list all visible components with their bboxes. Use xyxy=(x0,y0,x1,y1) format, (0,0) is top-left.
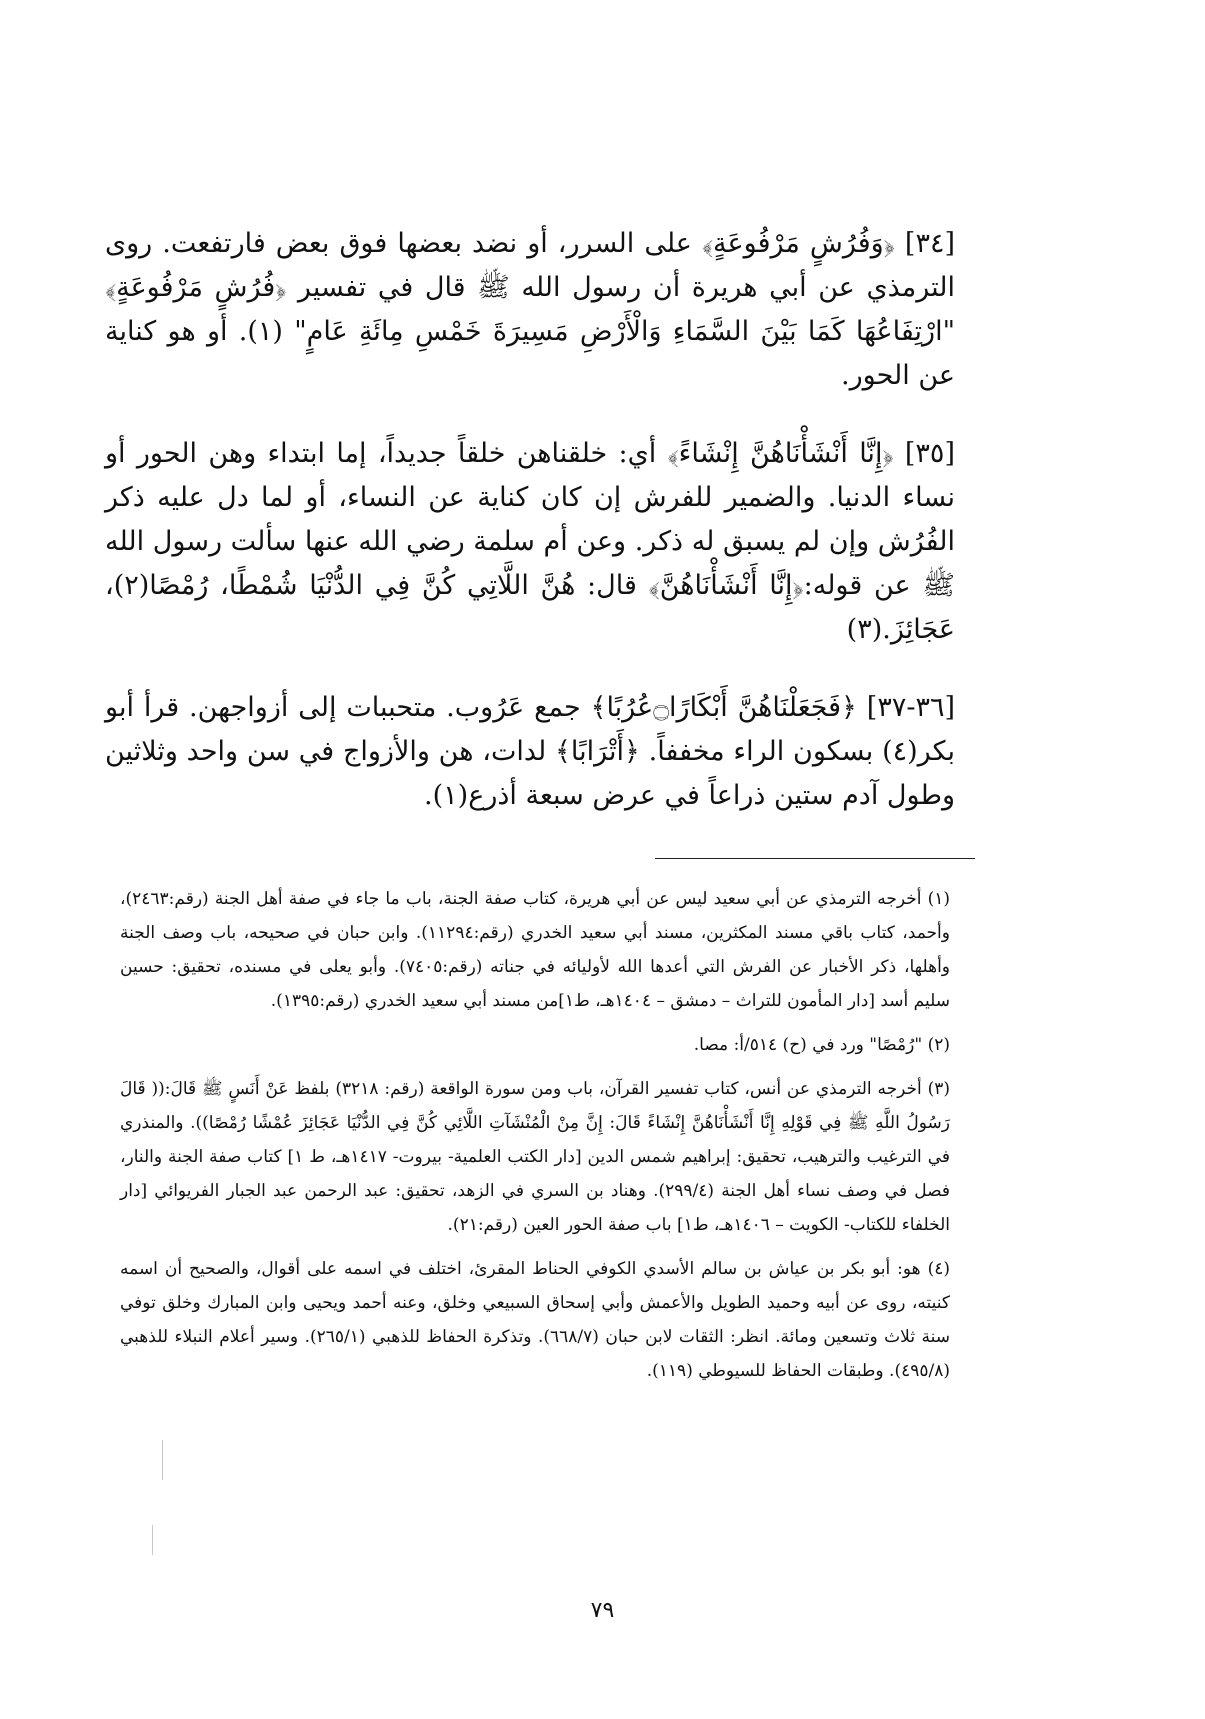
verse-text: ﴿إِنَّا أَنْشَأْنَاهُنَّ إِنْشَاءً﴾ أي: خلقناهن خلقاً جديداً، إما ابتداء وهن الحور أو نساء الدنيا. والضمير للفرش إن كان كناية عن النساء، أو لما دل عليه ذكر الفُرُش وإن لم يسبق له ذكر. وعن أم سلمة رضي الله عنها سألت رسول الله ﷺ عن قوله:﴿إِنَّا أَنْشَأْنَاهُنَّ﴾ قال: هُنَّ اللَّاتِي كُنَّ فِي الدُّنْيَا شُمْطًا، رُمْصًا(٢)، عَجَائِزَ.(٣) xyxy=(105,438,955,645)
page-number: ٧٩ xyxy=(590,1598,615,1623)
footnote-2: (٢) "رُمْصًا" ورد في (ح) ٥١٤/أ: مصا. xyxy=(693,1035,950,1055)
verse-number: [٣٦-٣٧] xyxy=(866,692,956,723)
verse-34 xyxy=(105,222,955,398)
verse-text: ﴿فَجَعَلْنَاهُنَّ أَبْكَارًا۝عُرُبًا﴾ جمع عَرُوب. متحببات إلى أزواجهن. قرأ أبو بكر(٤) بسكون الراء مخففاً. ﴿أَتْرَابًا﴾ لدات، هن والأزواج في سن واحد وثلاثين وطول آدم ستين ذراعاً في عرض سبعة أذرع(١). xyxy=(105,692,955,811)
verse-36-37 xyxy=(105,686,955,818)
footnotes xyxy=(120,882,950,1398)
scan-mark xyxy=(162,1440,163,1480)
verse-number: [٣٤] xyxy=(904,228,955,259)
footnote-1: (١) أخرجه الترمذي عن أبي سعيد ليس عن أبي هريرة، كتاب صفة الجنة، باب ما جاء في صفة أهل الجنة (رقم:٢٤٦٣)، وأحمد، كتاب باقي مسند المكثرين، مسند أبي سعيد الخدري (رقم:١١٢٩٤). وابن حبان في صحيحه، باب وصف الجنة وأهلها، ذكر الأخبار عن الفرش التي أعدها الله لأوليائه في جناته (رقم:٧٤٠٥). وأبو يعلى في مسنده، تحقيق: حسين سليم أسد [دار المأمون للتراث – دمشق – ١٤٠٤هـ، ط١]من مسند أبي سعيد الخدري (رقم:١٣٩٥). xyxy=(120,889,950,1011)
verse-number: [٣٥] xyxy=(904,438,955,469)
footnote-separator xyxy=(655,858,975,859)
scan-mark xyxy=(152,1525,153,1555)
footnote-3: (٣) أخرجه الترمذي عن أنس، كتاب تفسير القرآن، باب ومن سورة الواقعة (رقم: ٣٢١٨) بلفظ عَنْ أَنَسٍ ﷺ قَالَ:(( قَالَ رَسُولُ اللَّهِ ﷺ فِي قَوْلِهِ إِنَّا أَنْشَأْنَاهُنَّ إِنْشَاءً قَالَ: إِنَّ مِنْ الْمُنْشَآتِ اللَّائِي كُنَّ فِي الدُّنْيَا عَجَائِزَ عُمْشًا رُمْصًا)). والمنذري في الترغيب والترهيب، تحقيق: إبراهيم شمس الدين [دار الكتب العلمية- بيروت- ١٤١٧هـ، ط ١] كتاب صفة الجنة والنار، فصل في وصف نساء أهل الجنة (٢٩٩/٤). وهناد بن السري في الزهد، تحقيق: عبد الرحمن عبد الجبار الفريوائي [دار الخلفاء للكتاب- الكويت – ١٤٠٦هـ، ط١] باب صفة الحور العين (رقم:٢١). xyxy=(120,1079,951,1235)
footnote-4: (٤) هو: أبو بكر بن عياش بن سالم الأسدي الكوفي الحناط المقرئ، اختلف في اسمه على أقوال، والصحيح أن اسمه كنيته، روى عن أبيه وحميد الطويل والأعمش وأبي إسحاق السبيعي وخلق، وعنه أحمد ويحيى وابن المبارك وخلق توفي سنة ثلاث وتسعين ومائة. انظر: الثقات لابن حبان (٦٦٨/٧). وتذكرة الحفاظ للذهبي (٢٦٥/١). وسير أعلام النبلاء للذهبي (٤٩٥/٨). وطبقات الحفاظ للسيوطي (١١٩). xyxy=(120,1259,950,1381)
verse-text: ﴿وَفُرُشٍ مَرْفُوعَةٍ﴾ على السرر، أو نضد بعضها فوق بعض فارتفعت. روى الترمذي عن أبي هريرة أن رسول الله ﷺ قال في تفسير ﴿فُرُشٍ مَرْفُوعَةٍ﴾ "ارْتِفَاعُهَا كَمَا بَيْنَ السَّمَاءِ وَالْأَرْضِ مَسِيرَةَ خَمْسِ مِائَةِ عَامٍ" (١). أو هو كناية عن الحور. xyxy=(105,228,956,391)
main-text xyxy=(105,222,955,852)
verse-35 xyxy=(105,432,955,652)
